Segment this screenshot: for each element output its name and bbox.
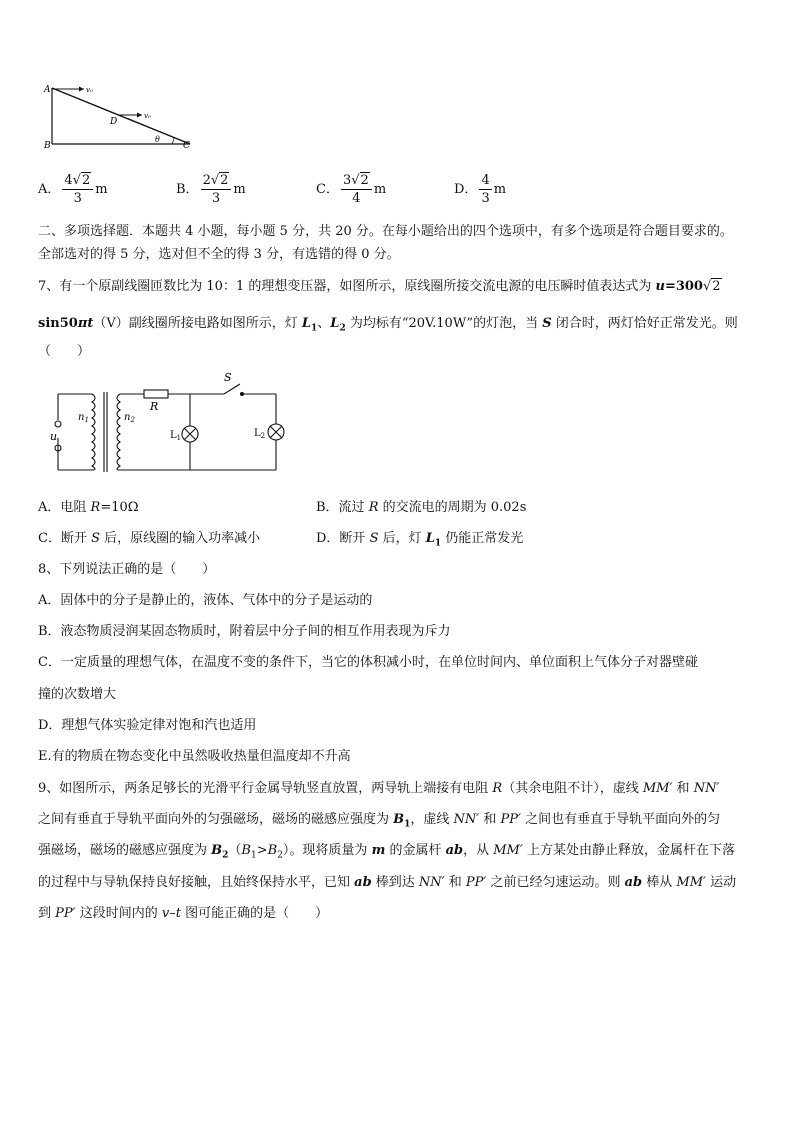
q9-stem-line1: 9、如图所示，两条足够长的光滑平行金属导轨竖直放置，两导轨上端接有电阻 R（其余电阻不计），虚线 MM′ 和 NN′ — [38, 781, 720, 796]
label-C: C — [183, 141, 190, 151]
label-B: B — [44, 141, 51, 151]
fraction: $\frac{2√2}{3}$ — [201, 172, 232, 207]
q9-stem-line4: 的过程中与导轨保持良好接触，且始终保持水平，已知 ab 棒到达 NN′ 和 PP′ 之前已经匀速运动。则 ab 棒从 MM′ 运动 — [38, 875, 737, 890]
q9-stem-line2: 之间有垂直于导轨平面向外的匀强磁场，磁场的磁感应强度为 $B_1$，虚线 NN′ 和 PP′ 之间也有垂直于导轨平面向外的匀 — [38, 812, 721, 830]
q8-option-b[interactable]: B．液态物质浸润某固态物质时，附着层中分子间的相互作用表现为斥力 — [38, 624, 451, 639]
label-u: u — [50, 430, 58, 443]
label-A: A — [44, 85, 51, 95]
q7-stem-line2: sin50πt（V）副线圈所接电路如图所示，灯 $L_1$、$L_2$ 为均标有“20V.10W”的灯泡，当 S 闭合时，两灯恰好正常发光。则 — [38, 316, 738, 334]
label-v0-top: v₀ — [86, 86, 93, 94]
option-letter: A． — [38, 182, 61, 197]
section-heading-line1: 二、多项选择题．本题共 4 小题，每小题 5 分，共 20 分。在每小题给出的四个选项中，有多个选项是符合题目要求的。 — [38, 224, 733, 239]
q8-option-c-line2[interactable]: 撞的次数增大 — [38, 687, 117, 702]
q8-option-a[interactable]: A．固体中的分子是静止的，液体、气体中的分子是运动的 — [38, 593, 373, 608]
fraction: $\frac{4}{3}$ — [481, 173, 490, 206]
label-n2: $n_2$ — [124, 412, 135, 424]
q6-option-b[interactable]: B． $\frac{2√2}{3}$ m — [176, 173, 246, 206]
option-letter: B． — [176, 182, 199, 197]
q7-option-c[interactable]: C．断开 S 后，原线圈的输入功率减小 — [38, 531, 261, 546]
q6-option-c[interactable]: C． $\frac{3√2}{4}$ m — [316, 173, 387, 206]
label-L2: $L_2$ — [254, 428, 266, 440]
q8-option-c-line1[interactable]: C．一定质量的理想气体，在温度不变的条件下，当它的体积减小时，在单位时间内、单位面积上气体分子对器壁碰 — [38, 655, 698, 670]
label-n1: $n_1$ — [78, 412, 89, 424]
label-D: D — [110, 117, 118, 127]
q7-option-b[interactable]: B．流过 R 的交流电的周期为 0.02s — [316, 500, 527, 515]
label-L1: $L_1$ — [170, 430, 182, 442]
q6-option-d[interactable]: D． $\frac{4}{3}$ m — [454, 173, 507, 206]
q7-stem-line1: 7、有一个原副线圈匝数比为 10：1 的理想变压器，如图所示，原线圈所接交流电源的电压瞬时值表达式为 u=300√2 — [38, 279, 721, 294]
q6-option-a[interactable]: A． $\frac{4√2}{3}$ m — [38, 173, 108, 206]
incline-figure — [38, 82, 198, 152]
q9-stem-line5: 到 PP′ 这段时间内的 v–t 图可能正确的是（ ） — [38, 906, 329, 921]
q8-option-d[interactable]: D．理想气体实验定律对饱和汽也适用 — [38, 718, 257, 733]
option-letter: D． — [454, 182, 478, 197]
fraction: $\frac{3√2}{4}$ — [341, 172, 372, 207]
transformer-circuit-figure — [44, 372, 294, 482]
q8-option-e[interactable]: E.有的物质在物态变化中虽然吸收热量但温度却不升高 — [38, 749, 351, 764]
fraction: $\frac{4√2}{3}$ — [62, 172, 93, 207]
q7-answer-paren: （ ） — [38, 344, 91, 359]
q7-option-a[interactable]: A．电阻 R=10Ω — [38, 500, 139, 515]
q8-stem: 8、下列说法正确的是（ ） — [38, 562, 216, 577]
label-switch-S: S — [224, 372, 232, 384]
section-heading-line2: 全部选对的得 5 分，选对但不全的得 3 分，有选错的得 0 分。 — [38, 247, 400, 262]
label-v0-mid: v₀ — [144, 112, 151, 120]
label-resistor-R: R — [150, 400, 159, 413]
q7-option-d[interactable]: D．断开 S 后，灯 $L_1$ 仍能正常发光 — [316, 531, 524, 549]
label-theta: θ — [155, 135, 160, 144]
q9-stem-line3: 强磁场，磁场的磁感应强度为 $B_2(B_1>B_2)$。现将质量为 m 的金属杆 ab，从 MM′ 上方某处由静止释放，金属杆在下落 — [38, 843, 735, 861]
option-letter: C． — [316, 182, 339, 197]
